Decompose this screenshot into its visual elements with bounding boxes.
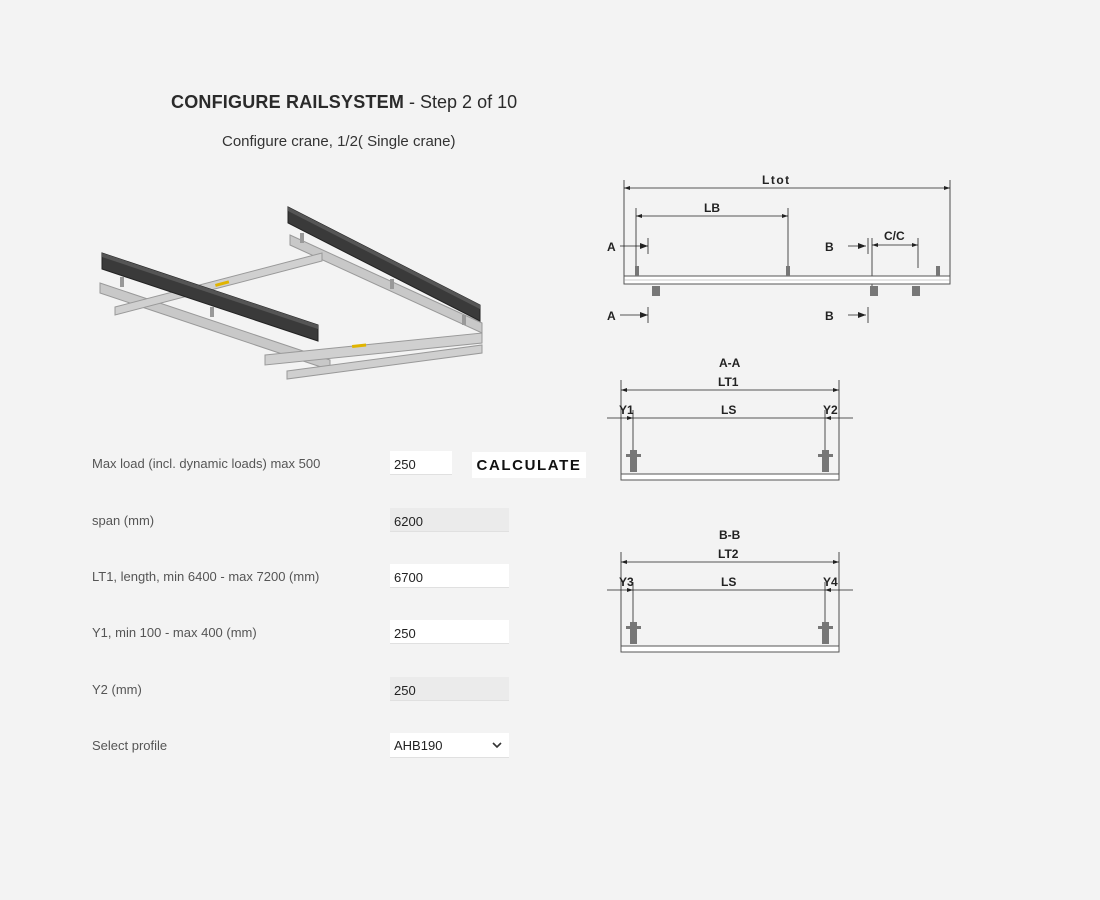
section-aa-diagram xyxy=(605,352,855,492)
calculate-button[interactable]: CALCULATE xyxy=(472,452,586,478)
section-bb-y4-label: Y4 xyxy=(823,575,838,589)
section-bb-title: B-B xyxy=(719,528,741,542)
section-a-top-label: A xyxy=(607,240,616,254)
cc-label: C/C xyxy=(884,229,905,243)
crane-frame xyxy=(100,207,482,379)
section-b-bottom-label: B xyxy=(825,309,834,323)
section-bb-diagram xyxy=(605,524,855,664)
y2-field xyxy=(390,677,509,701)
form-row-y1 xyxy=(92,620,512,646)
form-row-span xyxy=(92,508,512,534)
section-bb-y3-label: Y3 xyxy=(619,575,634,589)
span-label: span (mm) xyxy=(92,513,155,528)
section-aa-title: A-A xyxy=(719,356,741,370)
y1-input[interactable] xyxy=(390,620,509,644)
span-field xyxy=(390,508,509,532)
profile-select[interactable] xyxy=(390,733,509,758)
y1-label: Y1, min 100 - max 400 (mm) xyxy=(92,625,257,640)
lt1-label: LT1, length, min 6400 - max 7200 (mm) xyxy=(92,569,320,584)
top-view-diagram xyxy=(600,168,960,328)
crane-3d-illustration xyxy=(90,195,500,385)
page-subtitle: Configure crane, 1/2( Single crane) xyxy=(222,133,456,150)
section-aa-ls-label: LS xyxy=(721,403,737,417)
form-row-y2 xyxy=(92,677,512,703)
section-aa-y2-label: Y2 xyxy=(823,403,838,417)
section-bb-ls-label: LS xyxy=(721,575,737,589)
form-row-lt1 xyxy=(92,564,512,590)
y2-label: Y2 (mm) xyxy=(92,682,142,697)
section-b-top-label: B xyxy=(825,240,834,254)
page-title xyxy=(171,92,517,113)
chevron-down-icon xyxy=(491,739,503,751)
profile-label: Select profile xyxy=(92,738,168,753)
form-row-max-load xyxy=(92,451,512,477)
ltot-label: Ltot xyxy=(762,173,791,187)
title-main: CONFIGURE RAILSYSTEM xyxy=(171,92,405,112)
section-aa-y1-label: Y1 xyxy=(619,403,634,417)
title-step: - Step 2 of 10 xyxy=(409,92,518,112)
section-a-bottom-label: A xyxy=(607,309,616,323)
max-load-label: Max load (incl. dynamic loads) max 500 xyxy=(92,456,321,471)
lb-label: LB xyxy=(704,201,720,215)
section-bb-lt-label: LT2 xyxy=(718,547,739,561)
lt1-input[interactable] xyxy=(390,564,509,588)
profile-selected-value: AHB190 xyxy=(394,738,443,753)
section-aa-lt-label: LT1 xyxy=(718,375,739,389)
max-load-input[interactable] xyxy=(390,451,452,475)
form-row-profile xyxy=(92,733,512,759)
